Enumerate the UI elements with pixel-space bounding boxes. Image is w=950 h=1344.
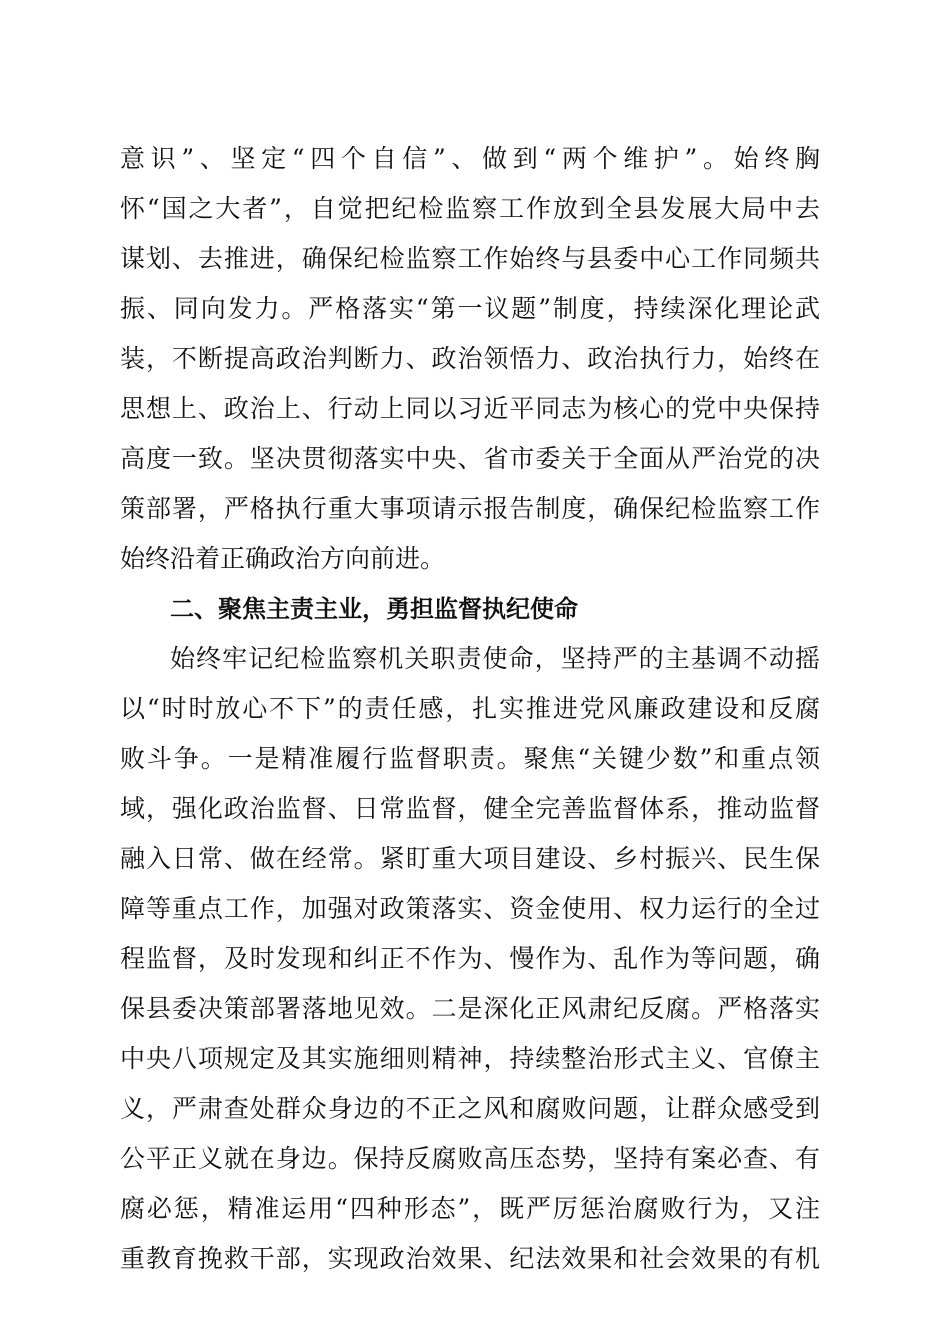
section-heading: 二、聚焦主责主业，勇担监督执纪使命 — [170, 595, 578, 623]
paragraph-line: 振、同向发力。严格落实“第一议题”制度，持续深化理论武 — [120, 294, 820, 323]
paragraph-line: 始终沿着正确政治方向前进。 — [120, 544, 446, 573]
paragraph-line: 公平正义就在身边。保持反腐败高压态势，坚持有案必查、有 — [120, 1144, 820, 1173]
paragraph-line: 融入日常、做在经常。紧盯重大项目建设、乡村振兴、民生保 — [120, 844, 820, 873]
paragraph-line: 怀“国之大者”，自觉把纪检监察工作放到全县发展大局中去 — [120, 194, 820, 223]
paragraph-line: 思想上、政治上、行动上同以习近平同志为核心的党中央保持 — [120, 394, 820, 423]
paragraph-line: 策部署，严格执行重大事项请示报告制度，确保纪检监察工作 — [120, 494, 820, 523]
paragraph-line: 程监督，及时发现和纠正不作为、慢作为、乱作为等问题，确 — [120, 944, 820, 973]
paragraph-line: 谋划、去推进，确保纪检监察工作始终与县委中心工作同频共 — [120, 244, 820, 273]
paragraph-line: 障等重点工作，加强对政策落实、资金使用、权力运行的全过 — [120, 894, 820, 923]
paragraph-line: 重教育挽救干部，实现政治效果、纪法效果和社会效果的有机 — [120, 1244, 820, 1273]
paragraph-line: 义，严肃查处群众身边的不正之风和腐败问题，让群众感受到 — [120, 1094, 820, 1123]
paragraph-line: 始终牢记纪检监察机关职责使命，坚持严的主基调不动摇 — [170, 644, 820, 673]
paragraph-line: 装，不断提高政治判断力、政治领悟力、政治执行力，始终在 — [120, 344, 820, 373]
paragraph-line: 腐必惩，精准运用“四种形态”，既严厉惩治腐败行为，又注 — [120, 1194, 820, 1223]
paragraph-line: 高度一致。坚决贯彻落实中央、省市委关于全面从严治党的决 — [120, 444, 820, 473]
paragraph-line: 保县委决策部署落地见效。二是深化正风肃纪反腐。严格落实 — [120, 994, 820, 1023]
paragraph-line: 以“时时放心不下”的责任感，扎实推进党风廉政建设和反腐 — [120, 694, 820, 723]
paragraph-line: 域，强化政治监督、日常监督，健全完善监督体系，推动监督 — [120, 794, 820, 823]
paragraph-line: 中央八项规定及其实施细则精神，持续整治形式主义、官僚主 — [120, 1044, 820, 1073]
paragraph-line: 意识”、坚定“四个自信”、做到“两个维护”。始终胸 — [120, 144, 820, 173]
paragraph-line: 败斗争。一是精准履行监督职责。聚焦“关键少数”和重点领 — [120, 744, 820, 773]
